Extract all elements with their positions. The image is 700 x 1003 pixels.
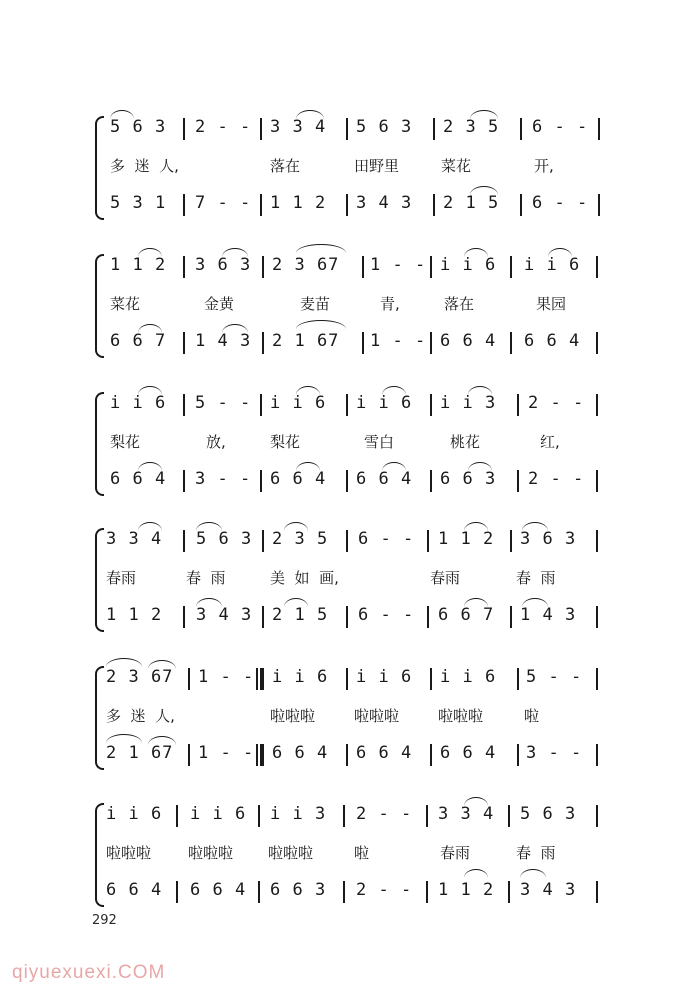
barline (346, 668, 348, 690)
top-notes: 5 6 3 (196, 529, 253, 549)
bottom-notes: 6 6 4 (270, 469, 327, 489)
bottom-notes: 6 6 4 (190, 880, 247, 900)
barline (183, 256, 185, 278)
system-brace (95, 392, 104, 496)
top-notes: i i 3 (440, 393, 497, 413)
top-notes: 2 3 5 (272, 529, 329, 549)
lyric: 开, (534, 157, 554, 175)
barline (183, 394, 185, 416)
barline (430, 394, 432, 416)
bottom-notes: 6 6 4 (440, 331, 497, 351)
barline (188, 668, 190, 690)
bottom-notes: 6 - - (358, 605, 415, 625)
system-brace (95, 803, 104, 907)
lyric: 啦 (524, 707, 540, 725)
bottom-notes: 1 4 3 (520, 605, 577, 625)
top-notes: 5 - - (526, 667, 583, 687)
barline (258, 881, 260, 903)
top-notes: 2 3 67 (106, 667, 174, 687)
barline (427, 530, 429, 552)
barline (596, 530, 598, 552)
system-brace (95, 116, 104, 220)
top-notes: i i 6 (356, 667, 413, 687)
bottom-notes: 2 1 67 (106, 743, 174, 763)
lyric: 桃花 (450, 433, 481, 451)
top-notes: i i 6 (524, 255, 581, 275)
lyric: 梨花 (110, 433, 141, 451)
barline (508, 805, 510, 827)
page-number: 292 (92, 913, 117, 928)
barline (517, 744, 519, 766)
system-brace (95, 528, 104, 632)
lyric: 春 雨 (186, 569, 226, 587)
barline (346, 606, 348, 628)
lyric: 雪白 (364, 433, 395, 451)
top-notes: 3 3 4 (438, 804, 495, 824)
barline (183, 470, 185, 492)
barline (510, 332, 512, 354)
lyric: 春 雨 (516, 569, 556, 587)
bottom-notes: 6 6 4 (106, 880, 163, 900)
barline (362, 332, 364, 354)
score-system-2 (0, 254, 700, 358)
lyric: 啦啦啦 (270, 707, 316, 725)
lyric: 落在 (444, 295, 475, 313)
bottom-notes: 2 - - (356, 880, 413, 900)
barline (183, 606, 185, 628)
barline (430, 668, 432, 690)
barline (510, 530, 512, 552)
barline (346, 194, 348, 216)
barline (430, 744, 432, 766)
bottom-notes: 3 4 3 (520, 880, 577, 900)
top-notes: 5 6 3 (356, 117, 413, 137)
top-notes: i i 6 (110, 393, 167, 413)
barline (426, 805, 428, 827)
barline (262, 530, 264, 552)
lyric: 麦苗 (300, 295, 331, 313)
bottom-notes: 6 6 7 (438, 605, 495, 625)
lyric: 多 迷 人, (110, 157, 179, 175)
bottom-notes: 1 - - (198, 743, 255, 763)
top-notes: 2 - - (356, 804, 413, 824)
barline (188, 744, 190, 766)
top-notes: i i 6 (190, 804, 247, 824)
bottom-notes: 6 6 4 (356, 743, 413, 763)
slur (520, 869, 546, 878)
lyric: 美 如 画, (270, 569, 339, 587)
bottom-notes: 2 - - (528, 469, 585, 489)
top-notes: 1 1 2 (438, 529, 495, 549)
barline (596, 470, 598, 492)
top-notes: 6 - - (358, 529, 415, 549)
bottom-notes: 3 4 3 (356, 193, 413, 213)
lyric: 啦啦啦 (438, 707, 484, 725)
bottom-notes: 3 4 3 (196, 605, 253, 625)
slur (296, 244, 346, 253)
barline (260, 194, 262, 216)
barline (346, 470, 348, 492)
bottom-notes: 1 - - (370, 331, 427, 351)
barline (260, 470, 262, 492)
lyric: 多 迷 人, (106, 707, 175, 725)
bottom-notes: 3 - - (195, 469, 252, 489)
top-notes: 5 - - (195, 393, 252, 413)
barline (520, 194, 522, 216)
barline (517, 394, 519, 416)
score-system-3 (0, 392, 700, 496)
barline (346, 744, 348, 766)
system-brace (95, 666, 104, 770)
top-notes: 6 - - (532, 117, 589, 137)
barline (430, 256, 432, 278)
barline (183, 332, 185, 354)
barline (596, 744, 598, 766)
top-notes: 2 3 5 (443, 117, 500, 137)
score-system-6 (0, 803, 700, 907)
top-notes: 3 6 3 (195, 255, 252, 275)
slur (296, 320, 346, 329)
barline (433, 118, 435, 140)
barline (183, 530, 185, 552)
slur (106, 734, 142, 743)
barline (346, 530, 348, 552)
lyric: 菜花 (441, 157, 472, 175)
bottom-notes: 1 1 2 (106, 605, 163, 625)
top-notes: i i 6 (440, 255, 497, 275)
top-notes: i i 6 (106, 804, 163, 824)
bottom-notes: 2 1 5 (272, 605, 329, 625)
barline (183, 118, 185, 140)
top-notes: 2 3 67 (272, 255, 340, 275)
barline (176, 805, 178, 827)
barline (183, 194, 185, 216)
bottom-notes: 6 6 4 (272, 743, 329, 763)
system-brace (95, 254, 104, 358)
bottom-notes: 1 4 3 (195, 331, 252, 351)
top-notes: 5 6 3 (520, 804, 577, 824)
barline (346, 118, 348, 140)
barline (596, 805, 598, 827)
barline (596, 394, 598, 416)
lyric: 红, (540, 433, 560, 451)
bottom-notes: 3 - - (526, 743, 583, 763)
top-notes: i i 3 (270, 804, 327, 824)
barline (430, 332, 432, 354)
barline (520, 118, 522, 140)
barline (517, 668, 519, 690)
barline (427, 606, 429, 628)
barline (508, 881, 510, 903)
barline (262, 256, 264, 278)
lyric: 落在 (270, 157, 301, 175)
lyric: 春雨 (430, 569, 461, 587)
lyric: 田野里 (354, 157, 400, 175)
bottom-notes: 6 6 4 (356, 469, 413, 489)
barline (510, 256, 512, 278)
bottom-notes: 1 1 2 (438, 880, 495, 900)
top-notes: 3 3 4 (106, 529, 163, 549)
barline (262, 606, 264, 628)
barline (596, 881, 598, 903)
lyric: 啦啦啦 (106, 844, 152, 862)
bottom-notes: 6 6 7 (110, 331, 167, 351)
barline (596, 332, 598, 354)
bottom-notes: 5 3 1 (110, 193, 167, 213)
score-system-1 (0, 116, 700, 220)
barline (343, 805, 345, 827)
barline (596, 606, 598, 628)
bottom-notes: 6 - - (532, 193, 589, 213)
lyric: 啦啦啦 (354, 707, 400, 725)
barline (260, 394, 262, 416)
bottom-notes: 2 1 67 (272, 331, 340, 351)
bottom-notes: 6 6 3 (270, 880, 327, 900)
score-system-5 (0, 666, 700, 770)
top-notes: 1 1 2 (110, 255, 167, 275)
lyric: 啦啦啦 (188, 844, 234, 862)
lyric: 金黄 (204, 295, 235, 313)
slur (106, 658, 142, 667)
barline (346, 394, 348, 416)
slur (464, 869, 488, 878)
barline (598, 194, 600, 216)
barline (343, 881, 345, 903)
bottom-notes: 6 6 4 (524, 331, 581, 351)
barline (517, 470, 519, 492)
lyric: 梨花 (270, 433, 301, 451)
lyric: 放, (206, 433, 226, 451)
watermark: qiyuexuexi.COM (12, 962, 166, 983)
bottom-notes: 6 6 4 (110, 469, 167, 489)
score-system-4 (0, 528, 700, 632)
top-notes: 3 6 3 (520, 529, 577, 549)
bottom-notes: 6 6 3 (440, 469, 497, 489)
top-notes: i i 6 (440, 667, 497, 687)
barline (598, 118, 600, 140)
bottom-notes: 2 1 5 (443, 193, 500, 213)
barline (426, 881, 428, 903)
lyric: 青, (380, 295, 400, 313)
barline (596, 668, 598, 690)
lyric: 果园 (536, 295, 567, 313)
barline (260, 118, 262, 140)
barline (262, 332, 264, 354)
top-notes: 3 3 4 (270, 117, 327, 137)
bottom-notes: 6 6 4 (440, 743, 497, 763)
top-notes: i i 6 (270, 393, 327, 413)
bottom-notes: 7 - - (195, 193, 252, 213)
top-notes: i i 6 (356, 393, 413, 413)
barline (510, 606, 512, 628)
lyric: 春雨 (106, 569, 137, 587)
barline (176, 881, 178, 903)
top-notes: 1 - - (370, 255, 427, 275)
lyric: 菜花 (110, 295, 141, 313)
top-notes: 2 - - (528, 393, 585, 413)
top-notes: 1 - - (198, 667, 255, 687)
top-notes: i i 6 (272, 667, 329, 687)
barline (362, 256, 364, 278)
lyric: 春 雨 (516, 844, 556, 862)
lyric: 春雨 (440, 844, 471, 862)
barline (433, 194, 435, 216)
barline (430, 470, 432, 492)
lyric: 啦啦啦 (268, 844, 314, 862)
top-notes: 2 - - (195, 117, 252, 137)
barline (258, 805, 260, 827)
bottom-notes: 1 1 2 (270, 193, 327, 213)
repeat-barline (256, 666, 266, 770)
lyric: 啦 (354, 844, 370, 862)
barline (596, 256, 598, 278)
top-notes: 5 6 3 (110, 117, 167, 137)
